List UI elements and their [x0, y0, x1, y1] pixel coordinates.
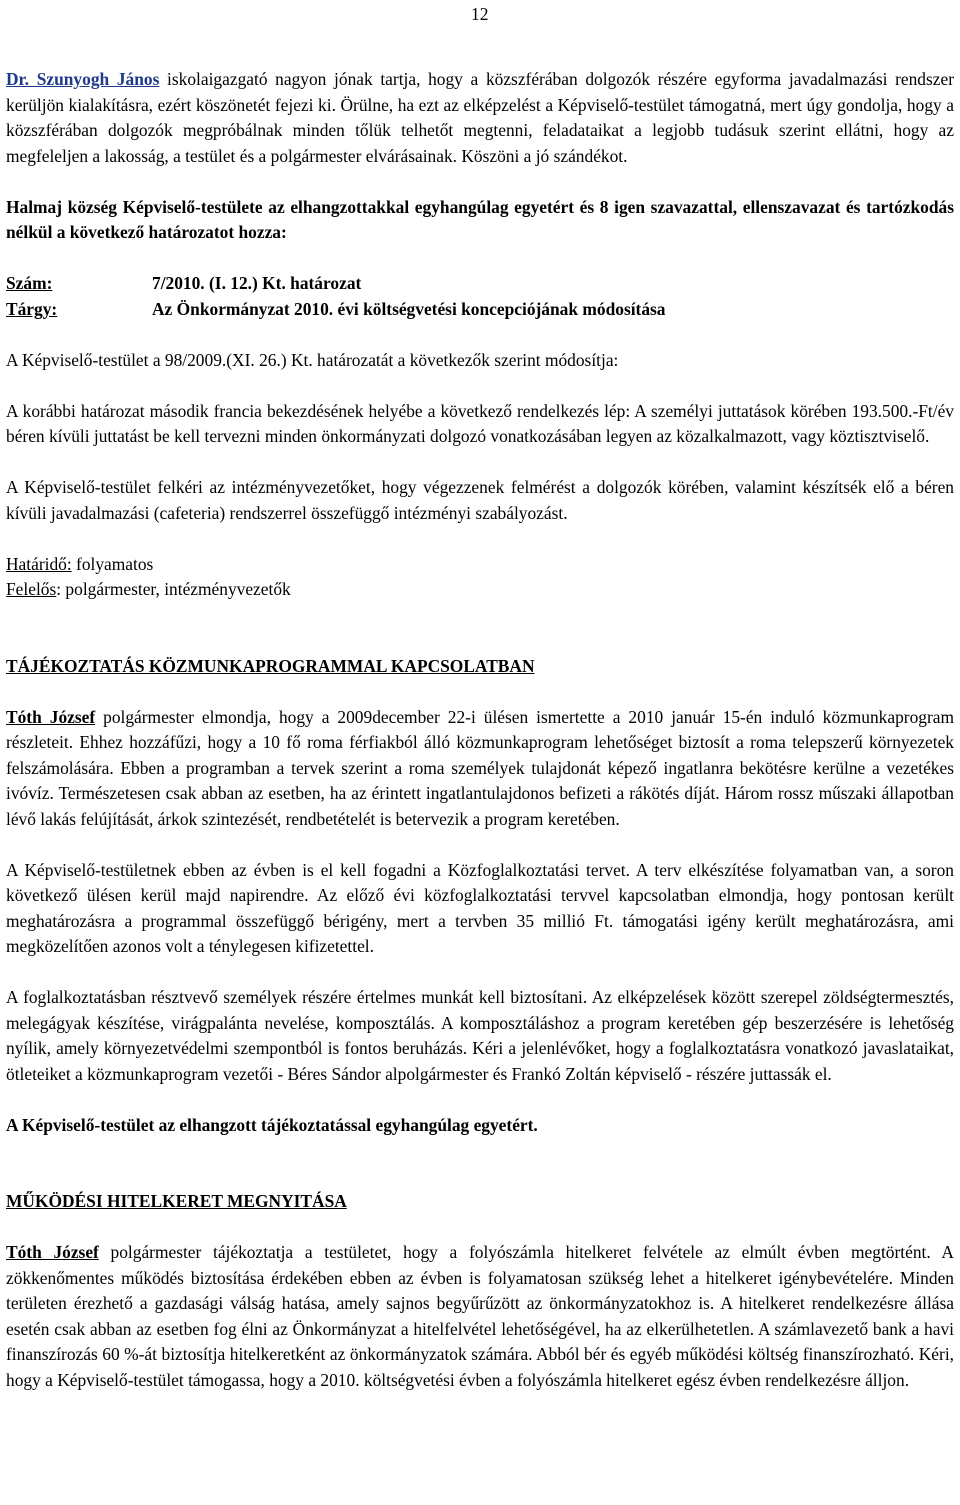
resolution-intro: Halmaj község Képviselő-testülete az elhangzottakkal egyhangúlag egyetért és 8 igen szavazattal, ellenszavazat és tartózkodás nélkül a következő határozatot hozza:	[6, 196, 954, 242]
paragraph-text: polgármester tájékoztatja a testületet, hogy a folyószámla hitelkeret felvétele az elmúlt évben megtörtént. A zökkenőmentes működés biztosítása érdekében ebben az évben is folyamatosan szükség lehet a hitelkeret igénybevételére. Minden területen érezhető a gazdasági válság hatása, amely sajnos begyűrűzött az önkormányzatokhoz is. A hitelkeret rendelkezésre állása esetén csak abban az esetben fog élni az Önkormányzat a hitelfelvétel lehetőségével, ha az elkerülhetetlen. A számlavezető bank a havi finanszírozás 60 %-át biztosítja hitelkeretként az önkormányzatok számára. Abból bér és egyéb működési költség finanszírozható. Kéri, hogy a Képviselő-testület támogassa, hogy a 2010. költségvetési évben a folyószámla hitelkeret egész évben rendelkezésre álljon.	[6, 1242, 954, 1390]
document-body	[6, 67, 954, 1393]
speaker-name: Tóth József	[6, 706, 96, 727]
paragraph-foglalkoztatas: A foglalkoztatásban résztvevő személyek részére értelmes munkát kell biztosítani. Az elképzelések között szerepel zöldségtermesztés, melegágyak készítése, virágpalánta nevelése, komposztálás. A komposztáláshoz a program keretében gép beszerzésére is lehetőség nyílik, amely környezetvédelmi szempontból is fontos beruházás. Kéri a jelenlévőket, hogy a foglalkoztatásra vonatkozó javaslataikat, ötleteiket a közmunkaprogram vezetői - Béres Sándor alpolgármester és Frankó Zoltán képviselő - részére juttassák el.	[6, 987, 954, 1084]
speaker-name: Dr. Szunyogh János	[6, 69, 160, 89]
modification-intro: A Képviselő-testület a 98/2009.(XI. 26.) Kt. határozatát a következők szerint módosítja:	[6, 349, 619, 370]
paragraph-toth-1	[6, 705, 954, 833]
responsible-line	[6, 577, 954, 603]
decision-number-value: 7/2010. (I. 12.) Kt. határozat	[152, 273, 362, 293]
section-title-kozmunka: TÁJÉKOZTATÁS KÖZMUNKAPROGRAMMAL KAPCSOLATBAN	[6, 655, 535, 676]
speaker-name: Tóth József	[6, 1242, 99, 1262]
deadline-value: folyamatos	[71, 553, 154, 574]
deadline-label: Határidő:	[6, 553, 72, 574]
decision-subject-row	[6, 297, 954, 323]
page-number: 12	[471, 4, 489, 24]
deadline-line	[6, 552, 954, 578]
modification-text: A korábbi határozat második francia bekezdésének helyébe a következő rendelkezés lép: A személyi juttatások körében 193.500.-Ft/év béren kívüli juttatást be kell tervezni minden önkormányzati dolgozó vonatkozásában legyen az közalkalmazott, vagy köztisztviselő.	[6, 400, 954, 446]
request-paragraph: A Képviselő-testület felkéri az intézményvezetőket, hogy végezzenek felmérést a dolgozók körében, valamint készítsék elő a béren kívüli javadalmazási (cafeteria) rendszerrel összefüggő intézményi szabályozást.	[6, 477, 954, 523]
paragraph-kozfoglalkoztatas: A Képviselő-testületnek ebben az évben is el kell fogadni a Közfoglalkoztatási tervet. A terv elkészítése folyamatban van, a soron következő ülésen kerül majd napirendre. Az előző évi közfoglalkoztatási tervvel kapcsolatban elmondja, hogy pontosan került meghatározásra a programmal összefüggő bérigény, mert a tervben 35 millió Ft. támogatási igény került meghatározásra, ami megközelítően azonos volt a ténylegesen kifizetettel.	[6, 859, 954, 956]
resolution-statement: A Képviselő-testület az elhangzott tájékoztatással egyhangúlag egyetért.	[6, 1114, 538, 1135]
paragraph-text: polgármester elmondja, hogy a 2009december 22-i ülésen ismertette a 2010 január 15-én induló közmunkaprogram részleteit. Ehhez hozzáfűzi, hogy a 10 fő roma férfiakból álló közmunkaprogram lehetőséget biztosít a roma telepszerű környezetek felszámolására. Ebben a programban a tervek szerint a roma személyek tulajdonát képező ingatlanra bekötésre kerülne a vezetékes ivóvíz. Természetesen csak abban az esetben, ha az érintett ingatlantulajdonos befizeti a rákötés díját. Három rossz műszaki állapotban lévő lakás felújítását, árkok szintezését, rendbetételét is betervezik a program keretében.	[6, 706, 954, 829]
decision-subject-label: Tárgy:	[6, 298, 58, 319]
paragraph-szunyogh	[6, 67, 954, 169]
responsible-value: : polgármester, intézményvezetők	[56, 579, 291, 599]
paragraph-text: iskolaigazgató nagyon jónak tartja, hogy a közszférában dolgozók részére egyforma javadalmazási rendszer kerüljön kialakításra, ezért köszönetét fejezi ki. Örülne, ha ezt az elképzelést a Képviselő-testület támogatná, mert úgy gondolja, hogy a közszférában dolgozók megpróbálnak minden tőlük telhetőt megtenni, feladataikat a legjobb tudásuk szerint ellátni, hogy az megfeleljen a lakosság, a testület és a polgármester elvárásainak. Köszöni a jó szándékot.	[6, 69, 954, 166]
responsible-label: Felelős	[6, 579, 57, 599]
decision-subject-value: Az Önkormányzat 2010. évi költségvetési koncepciójának módosítása	[152, 298, 666, 319]
paragraph-toth-2	[6, 1240, 954, 1393]
decision-number-label: Szám:	[6, 273, 53, 293]
decision-number-row	[6, 271, 954, 297]
section-title-hitelkeret: MŰKÖDÉSI HITELKERET MEGNYITÁSA	[6, 1191, 347, 1211]
